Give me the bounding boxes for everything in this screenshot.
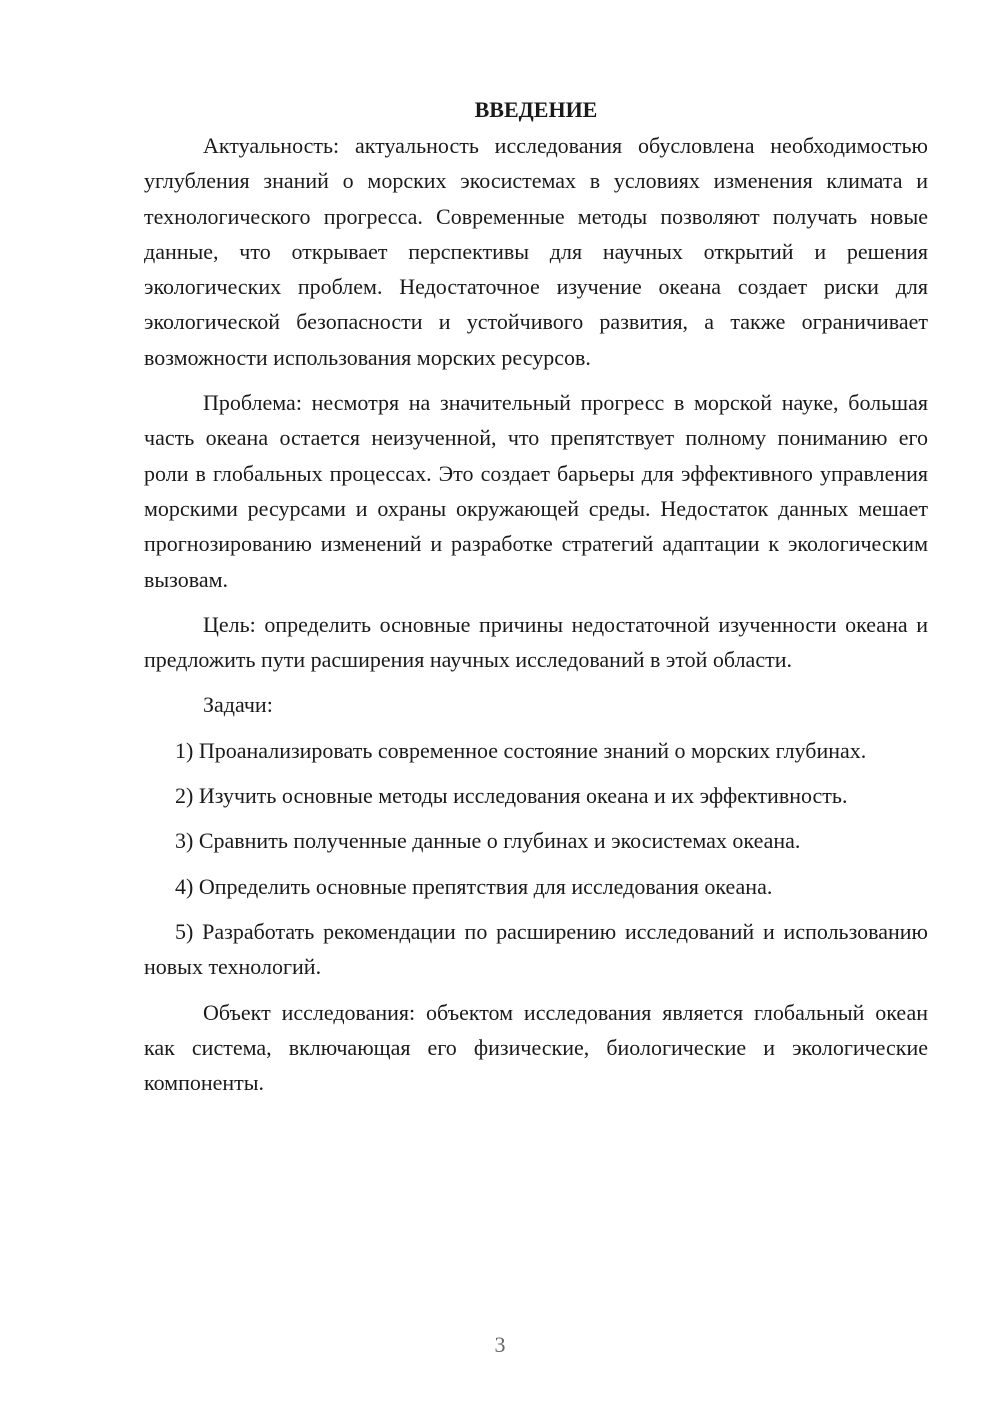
list-item: 4) Определить основные препятствия для исследования океана. bbox=[175, 873, 773, 899]
document-page bbox=[144, 92, 928, 1100]
list-item: 5) Разработать рекомендации по расширению исследований и использованию новых технологий. bbox=[144, 918, 928, 980]
list-item: 2) Изучить основные методы исследования океана и их эффективность. bbox=[175, 783, 848, 809]
page-number: 3 bbox=[494, 1332, 506, 1357]
paragraph-relevance: Актуальность: актуальность исследования обусловлена необходимостью углубления знаний о морских экосистемах в условиях изменения климата и технологического прогресса. Современные методы позволяют получать новые данные, что открывает перспективы для научных открытий и решения экологических проблем. Недостаточное изучение океана создает риски для экологической безопасности и устойчивого развития, а также ограничивает возможности использования морских ресурсов. bbox=[144, 133, 928, 370]
paragraph-problem: Проблема: несмотря на значительный прогресс в морской науке, большая часть океана остается неизученной, что препятствует полному пониманию его роли в глобальных процессах. Это создает барьеры для эффективного управления морскими ресурсами и охраны окружающей среды. Недостаток данных мешает прогнозированию изменений и разработке стратегий адаптации к экологическим вызовам. bbox=[144, 390, 928, 592]
tasks-list bbox=[144, 733, 928, 985]
paragraph-object: Объект исследования: объектом исследования является глобальный океан как система, включающая его физические, биологические и экологические компоненты. bbox=[144, 999, 928, 1096]
tasks-label: Задачи: bbox=[203, 692, 273, 718]
list-item: 1) Проанализировать современное состояние знаний о морских глубинах. bbox=[175, 737, 867, 763]
section-heading: ВВЕДЕНИЕ bbox=[474, 97, 598, 122]
paragraph-goal: Цель: определить основные причины недостаточной изученности океана и предложить пути расширения научных исследований в этой области. bbox=[144, 611, 928, 673]
list-item: 3) Сравнить полученные данные о глубинах и экосистемах океана. bbox=[175, 828, 801, 854]
